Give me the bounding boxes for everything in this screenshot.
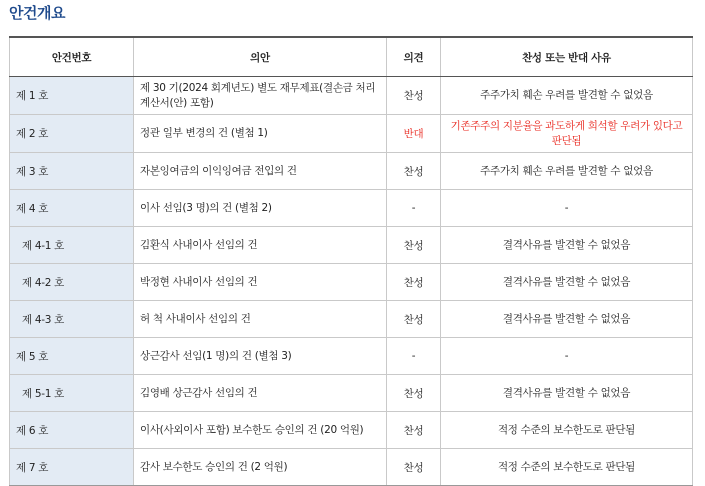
reason-cell: 결격사유를 발견할 수 없었음 [441, 301, 693, 338]
opinion-cell: 반대 [387, 115, 441, 153]
reason-cell: - [441, 338, 693, 375]
opinion-cell: 찬성 [387, 227, 441, 264]
opinion-cell: 찬성 [387, 153, 441, 190]
agenda-number-cell: 제 4 호 [10, 190, 134, 227]
table-row [10, 338, 693, 375]
opinion-cell: - [387, 338, 441, 375]
header-opinion: 의견 [387, 37, 441, 77]
table-body [10, 77, 693, 486]
reason-cell: 결격사유를 발견할 수 없었음 [441, 375, 693, 412]
opinion-cell: 찬성 [387, 264, 441, 301]
agenda-number-cell: 제 5 호 [10, 338, 134, 375]
agenda-number-cell: 제 4-3 호 [10, 301, 134, 338]
table-row [10, 227, 693, 264]
agenda-number-cell: 제 7 호 [10, 449, 134, 486]
agenda-number-cell: 제 4-2 호 [10, 264, 134, 301]
reason-cell: 적정 수준의 보수한도로 판단됨 [441, 412, 693, 449]
agenda-title-cell: 김영배 상근감사 선임의 건 [134, 375, 387, 412]
agenda-number-cell: 제 6 호 [10, 412, 134, 449]
agenda-title-cell: 감사 보수한도 승인의 건 (2 억원) [134, 449, 387, 486]
table-row [10, 449, 693, 486]
table-row [10, 375, 693, 412]
agenda-number-cell: 제 5-1 호 [10, 375, 134, 412]
agenda-title-cell: 이사(사외이사 포함) 보수한도 승인의 건 (20 억원) [134, 412, 387, 449]
table-header-row [10, 37, 693, 77]
opinion-cell: 찬성 [387, 375, 441, 412]
reason-cell: 적정 수준의 보수한도로 판단됨 [441, 449, 693, 486]
header-agenda-number: 안건번호 [10, 37, 134, 77]
agenda-title-cell: 정관 일부 변경의 건 (별첨 1) [134, 115, 387, 153]
agenda-number-cell: 제 1 호 [10, 77, 134, 115]
opinion-cell: 찬성 [387, 449, 441, 486]
agenda-number-cell: 제 2 호 [10, 115, 134, 153]
opinion-cell: 찬성 [387, 301, 441, 338]
reason-cell: 결격사유를 발견할 수 없었음 [441, 227, 693, 264]
reason-cell: - [441, 190, 693, 227]
agenda-title-cell: 상근감사 선임(1 명)의 건 (별첨 3) [134, 338, 387, 375]
reason-cell: 결격사유를 발견할 수 없었음 [441, 264, 693, 301]
table-row [10, 77, 693, 115]
agenda-number-cell: 제 3 호 [10, 153, 134, 190]
reason-cell: 기존주주의 지분율을 과도하게 희석할 우려가 있다고 판단됨 [441, 115, 693, 153]
header-agenda: 의안 [134, 37, 387, 77]
agenda-title-cell: 박정현 사내이사 선임의 건 [134, 264, 387, 301]
agenda-title-cell: 허 척 사내이사 선임의 건 [134, 301, 387, 338]
table-row [10, 153, 693, 190]
reason-cell: 주주가치 훼손 우려를 발견할 수 없었음 [441, 77, 693, 115]
reason-cell: 주주가치 훼손 우려를 발견할 수 없었음 [441, 153, 693, 190]
agenda-number-cell: 제 4-1 호 [10, 227, 134, 264]
table-row [10, 301, 693, 338]
agenda-title-cell: 이사 선임(3 명)의 건 (별첨 2) [134, 190, 387, 227]
agenda-table [9, 36, 693, 486]
opinion-cell: 찬성 [387, 77, 441, 115]
agenda-title-cell: 김환식 사내이사 선임의 건 [134, 227, 387, 264]
agenda-title-cell: 제 30 기(2024 회계년도) 별도 재무제표(결손금 처리 계산서(안) 포함) [134, 77, 387, 115]
opinion-cell: - [387, 190, 441, 227]
header-reason: 찬성 또는 반대 사유 [441, 37, 693, 77]
agenda-title-cell: 자본잉여금의 이익잉여금 전입의 건 [134, 153, 387, 190]
table-row [10, 264, 693, 301]
table-row [10, 412, 693, 449]
table-row [10, 115, 693, 153]
section-title: 안건개요 [9, 4, 65, 22]
opinion-cell: 찬성 [387, 412, 441, 449]
table-row [10, 190, 693, 227]
